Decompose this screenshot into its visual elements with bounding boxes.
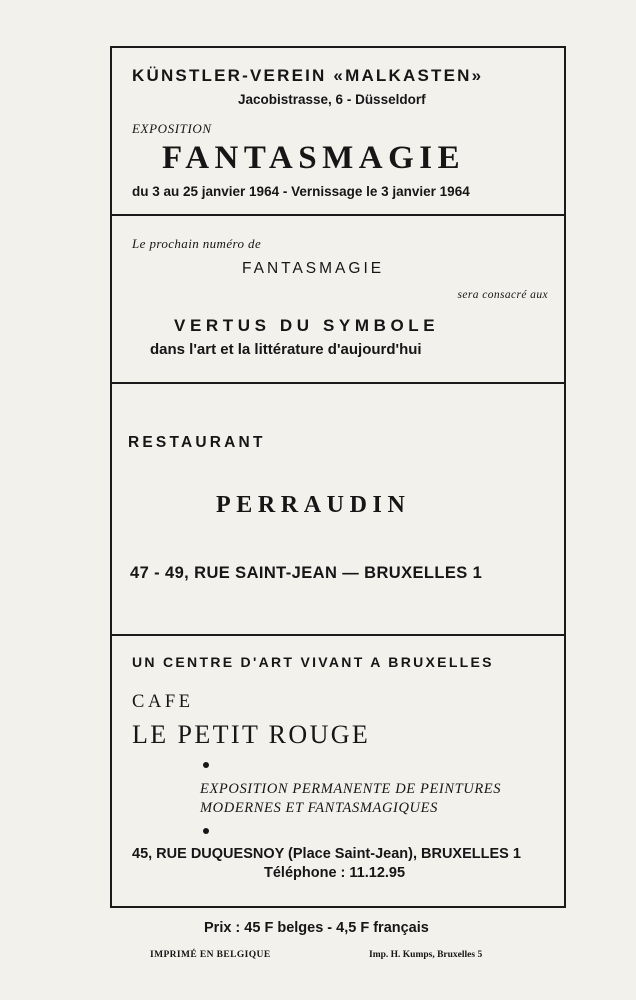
magazine-name: FANTASMAGIE [242, 260, 385, 277]
restaurant-box [112, 384, 564, 636]
malkasten-exhibition-box [112, 48, 564, 216]
exhibition-title: FANTASMAGIE [162, 140, 466, 176]
organizer-name: KÜNSTLER-VEREIN «MALKASTEN» [132, 66, 484, 85]
cafe-label: CAFE [132, 692, 194, 712]
restaurant-label: RESTAURANT [128, 434, 266, 451]
exhibit-line-2: MODERNES ET FANTASMAGIQUES [200, 800, 438, 816]
cafe-address: 45, RUE DUQUESNOY (Place Saint-Jean), BRUXELLES 1 [132, 846, 521, 862]
printer-credit: Imp. H. Kumps, Bruxelles 5 [369, 950, 483, 960]
restaurant-name: PERRAUDIN [216, 492, 411, 518]
cafe-box [112, 636, 564, 906]
bullet-icon [203, 828, 209, 834]
exhibit-line-1: EXPOSITION PERMANENTE DE PEINTURES [200, 781, 502, 797]
cafe-headline: UN CENTRE D'ART VIVANT A BRUXELLES [132, 654, 494, 670]
issue-theme: VERTUS DU SYMBOLE [174, 316, 440, 335]
exposition-label: EXPOSITION [132, 121, 212, 136]
cafe-name: LE PETIT ROUGE [132, 720, 371, 749]
issue-subtheme: dans l'art et la littérature d'aujourd'hui [150, 341, 422, 358]
restaurant-address: 47 - 49, RUE SAINT-JEAN — BRUXELLES 1 [130, 564, 483, 582]
price-line: Prix : 45 F belges - 4,5 F français [204, 920, 429, 936]
exhibition-dates: du 3 au 25 janvier 1964 - Vernissage le 3 janvier 1964 [132, 184, 470, 199]
organizer-address: Jacobistrasse, 6 - Düsseldorf [238, 92, 426, 107]
next-issue-intro: Le prochain numéro de [132, 236, 262, 251]
next-issue-box [112, 216, 564, 384]
printed-in: IMPRIMÉ EN BELGIQUE [150, 950, 271, 960]
bullet-icon [203, 762, 209, 768]
cafe-phone: Téléphone : 11.12.95 [264, 865, 406, 881]
advertisement-page [110, 46, 566, 908]
dedicated-to: sera consacré aux [457, 289, 548, 301]
